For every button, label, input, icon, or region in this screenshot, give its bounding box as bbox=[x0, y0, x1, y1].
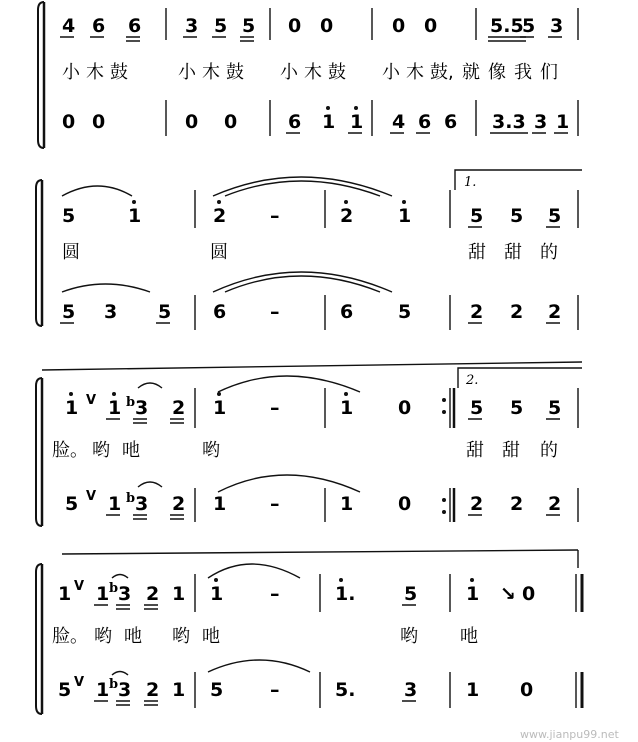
lyric-word: 木 bbox=[406, 62, 424, 83]
lyric-word: 的 bbox=[540, 440, 558, 461]
lower-note: 1 bbox=[556, 111, 570, 133]
octave-dot bbox=[470, 578, 474, 582]
breath-mark: V bbox=[74, 579, 85, 594]
upper-note: 3 bbox=[550, 15, 564, 37]
upper-note: 1. bbox=[335, 583, 356, 605]
breath-mark: V bbox=[86, 393, 97, 408]
upper-note: 0 bbox=[398, 397, 412, 419]
lyric-word: 脸。 bbox=[52, 440, 88, 461]
lower-note: 2 bbox=[470, 493, 484, 515]
upper-note: 2 bbox=[146, 583, 160, 605]
lower-note: 0 bbox=[92, 111, 106, 133]
lyric-word: 圆 bbox=[62, 242, 80, 263]
upper-note: 5 bbox=[510, 205, 524, 227]
upper-note: 0 bbox=[320, 15, 334, 37]
lyric-word: 吔 bbox=[124, 626, 142, 647]
upper-note: 5 bbox=[548, 397, 562, 419]
lyric-word: 小 bbox=[280, 62, 298, 83]
lower-note: 3.3 bbox=[492, 111, 526, 133]
lyric-word: 甜 bbox=[504, 242, 522, 263]
lyric-word: 圆 bbox=[210, 242, 228, 263]
dash-note: – bbox=[270, 583, 280, 605]
lower-note: 5 bbox=[158, 301, 172, 323]
dash-note: – bbox=[270, 301, 280, 323]
upper-note: 6 bbox=[128, 15, 142, 37]
upper-note: 0 bbox=[392, 15, 406, 37]
lyric-word: 哟 bbox=[172, 626, 190, 647]
lyric-word: 小 bbox=[178, 62, 196, 83]
lyric-word: 的 bbox=[540, 242, 558, 263]
lower-note: 2 bbox=[510, 493, 524, 515]
lyric-word: 甜 bbox=[466, 440, 484, 461]
lyric-word: 哟 bbox=[92, 440, 110, 461]
lyric-word: 木 bbox=[86, 62, 104, 83]
volta-2-label: 2. bbox=[466, 373, 479, 388]
octave-dot bbox=[112, 392, 116, 396]
octave-dot bbox=[354, 106, 358, 110]
lyric-word: 哟 bbox=[94, 626, 112, 647]
upper-note: 2 bbox=[340, 205, 354, 227]
octave-dot bbox=[402, 200, 406, 204]
lower-note: 6 bbox=[340, 301, 354, 323]
lower-note: 3 bbox=[534, 111, 548, 133]
upper-note: 2 bbox=[213, 205, 227, 227]
lower-note: 0 bbox=[224, 111, 238, 133]
upper-note: 5 bbox=[548, 205, 562, 227]
octave-dot bbox=[344, 392, 348, 396]
lower-note: 3 bbox=[135, 493, 149, 515]
lower-note: 1 bbox=[322, 111, 336, 133]
lower-note: 2 bbox=[172, 493, 186, 515]
octave-dot bbox=[217, 392, 221, 396]
lower-note: 1 bbox=[466, 679, 480, 701]
upper-note: 5 bbox=[510, 397, 524, 419]
upper-note: 4 bbox=[62, 15, 76, 37]
octave-dot bbox=[339, 578, 343, 582]
upper-note: 3 bbox=[135, 397, 149, 419]
dash-note: – bbox=[270, 397, 280, 419]
octave-dot bbox=[214, 578, 218, 582]
breath-mark: V bbox=[74, 675, 85, 690]
lyric-word: 鼓 bbox=[226, 62, 244, 83]
lyric-word: 鼓, bbox=[430, 62, 454, 83]
lyric-word: 脸。 bbox=[52, 626, 88, 647]
lower-note: 1 bbox=[340, 493, 354, 515]
lyric-word: 木 bbox=[202, 62, 220, 83]
lyric-word: 吔 bbox=[122, 440, 140, 461]
lower-note: 2 bbox=[470, 301, 484, 323]
flat-sign-icon: b bbox=[126, 491, 136, 506]
lyric-word: 就 bbox=[462, 62, 480, 83]
upper-note: 5 bbox=[470, 397, 484, 419]
octave-dot bbox=[132, 200, 136, 204]
lyric-word: 木 bbox=[304, 62, 322, 83]
upper-note: 1 bbox=[210, 583, 224, 605]
lower-note: 6 bbox=[213, 301, 227, 323]
upper-note: 1 bbox=[466, 583, 480, 605]
lower-note: 1 bbox=[350, 111, 364, 133]
lower-note: 3 bbox=[118, 679, 132, 701]
flat-sign-icon: b bbox=[109, 581, 119, 596]
lower-note: 4 bbox=[392, 111, 406, 133]
lower-note: 0 bbox=[62, 111, 76, 133]
lyric-word: 吔 bbox=[460, 626, 478, 647]
lower-note: 5 bbox=[65, 493, 79, 515]
lower-note: 3 bbox=[404, 679, 418, 701]
flat-sign-icon: b bbox=[109, 677, 119, 692]
lower-note: 6 bbox=[444, 111, 458, 133]
lyric-word: 鼓 bbox=[328, 62, 346, 83]
lyric-word: 甜 bbox=[502, 440, 520, 461]
lower-note: 2 bbox=[548, 493, 562, 515]
volta-1-label: 1. bbox=[464, 175, 477, 190]
lyric-word: 甜 bbox=[468, 242, 486, 263]
upper-note: 0 bbox=[424, 15, 438, 37]
octave-dot bbox=[326, 106, 330, 110]
upper-note: 0 bbox=[522, 583, 536, 605]
lyric-word: 哟 bbox=[400, 626, 418, 647]
upper-note: 5 bbox=[62, 205, 76, 227]
lower-note: 0 bbox=[185, 111, 199, 133]
octave-dot bbox=[217, 200, 221, 204]
upper-note: 5 bbox=[470, 205, 484, 227]
lyric-word: 我 bbox=[514, 62, 532, 83]
lower-note: 6 bbox=[418, 111, 432, 133]
dash-note: – bbox=[270, 679, 280, 701]
lower-note: 2 bbox=[548, 301, 562, 323]
octave-dot bbox=[344, 200, 348, 204]
upper-note: 1 bbox=[58, 583, 72, 605]
breath-mark: V bbox=[86, 489, 97, 504]
lower-note: 1 bbox=[96, 679, 110, 701]
upper-note: 1 bbox=[65, 397, 79, 419]
flat-sign-icon: b bbox=[126, 395, 136, 410]
lower-note: 2 bbox=[510, 301, 524, 323]
lower-note: 1 bbox=[213, 493, 227, 515]
upper-note: 6 bbox=[92, 15, 106, 37]
upper-note: 5 bbox=[242, 15, 256, 37]
upper-note: 1 bbox=[172, 583, 186, 605]
upper-note: 3 bbox=[185, 15, 199, 37]
upper-note: 1 bbox=[108, 397, 122, 419]
upper-note: 1 bbox=[398, 205, 412, 227]
lower-note: 0 bbox=[520, 679, 534, 701]
lower-note: 5 bbox=[398, 301, 412, 323]
lower-note: 1 bbox=[172, 679, 186, 701]
lower-note: 1 bbox=[108, 493, 122, 515]
lower-note: 5. bbox=[335, 679, 356, 701]
lower-note: 5 bbox=[210, 679, 224, 701]
lyric-word: 像 bbox=[488, 62, 506, 83]
upper-note: 1 bbox=[128, 205, 142, 227]
lyric-word: 小 bbox=[382, 62, 400, 83]
upper-note: 5 bbox=[404, 583, 418, 605]
upper-note: 5.5 bbox=[490, 15, 524, 37]
lyric-word: 小 bbox=[62, 62, 80, 83]
lower-note: 5 bbox=[62, 301, 76, 323]
upper-note: 5 bbox=[522, 15, 536, 37]
lower-note: 6 bbox=[288, 111, 302, 133]
lower-note: 3 bbox=[104, 301, 118, 323]
lyric-word: 们 bbox=[540, 62, 558, 83]
upper-note: 5 bbox=[214, 15, 228, 37]
upper-note: 1 bbox=[213, 397, 227, 419]
upper-note: 2 bbox=[172, 397, 186, 419]
dash-note: – bbox=[270, 205, 280, 227]
lower-note: 0 bbox=[398, 493, 412, 515]
lower-note: 5 bbox=[58, 679, 72, 701]
lyric-word: 鼓 bbox=[110, 62, 128, 83]
watermark: www.jianpu99.net bbox=[520, 728, 619, 741]
upper-note: ↘ bbox=[500, 583, 516, 605]
upper-note: 0 bbox=[288, 15, 302, 37]
dash-note: – bbox=[270, 493, 280, 515]
octave-dot bbox=[69, 392, 73, 396]
upper-note: 3 bbox=[118, 583, 132, 605]
upper-note: 1 bbox=[340, 397, 354, 419]
upper-note: 1 bbox=[96, 583, 110, 605]
lyric-word: 哟 bbox=[202, 440, 220, 461]
lyric-word: 吔 bbox=[202, 626, 220, 647]
lower-note: 2 bbox=[146, 679, 160, 701]
